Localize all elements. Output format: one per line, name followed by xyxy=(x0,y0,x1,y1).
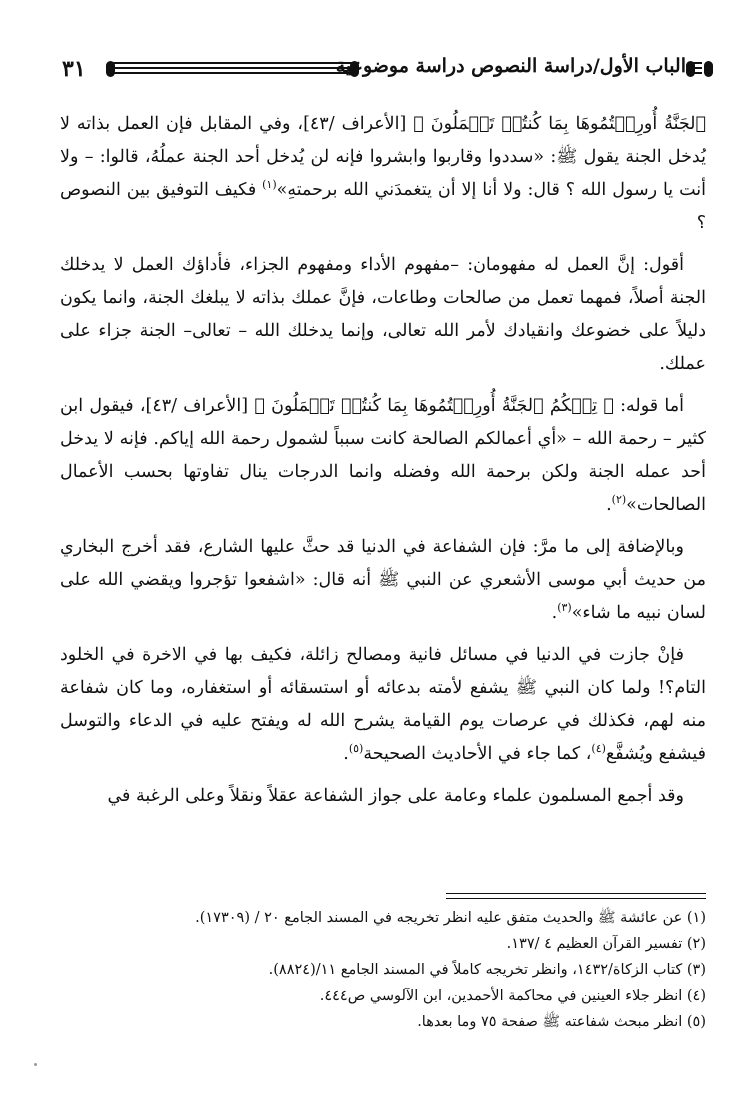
paragraph-1-tail: فكيف التوفيق بين النصوص ؟ xyxy=(60,180,706,233)
paragraph-3 xyxy=(60,390,706,522)
header-ornament-right xyxy=(704,61,713,77)
footnotes xyxy=(120,905,706,1035)
header-rule-right xyxy=(690,62,702,76)
body-text xyxy=(60,108,706,822)
paragraph-6: وقد أجمع المسلمون علماء وعامة على جواز الشفاعة عقلاً ونقلاً وعلى الرغبة في xyxy=(107,786,684,806)
paragraph-4 xyxy=(60,531,706,630)
paragraph-5-mid: ، كما جاء في الأحاديث الصحيحة xyxy=(363,744,592,764)
paragraph-3-text: أما قوله: ﴿ تِلۡكُمُ ﭐﻟﺠَﻨَّﺔُ أُورِثۡتُمُوهَا بِمَا كُنتُمۡ تَعۡمَلُونَ ﴾ [الأعراف /٤٣]، فيقول ابن كثير – رحمة الله – «أي أعمالكم الصالحة كانت سبباً لشمول رحمة الله إياكم. فإنه لا يدخل أحد عمله الجنة ولكن برحمة الله وفضله وانما الدرجات ينال تفاوتها بحسب الأعمال الصالحات» xyxy=(60,396,706,515)
scan-speck xyxy=(34,1063,37,1066)
chapter-title: الباب الأول/دراسة النصوص دراسة موضوعية xyxy=(335,55,686,77)
paragraph-5-text: فإنْ جازت في الدنيا في مسائل فانية ومصالح زائلة، فكيف بها في الاخرة في الخلود التام؟! ولما كان النبي ﷺ يشفع لأمته بدعائه أو استسقائه أو استغفاره، وما كان شفاعة منه لهم، فكذلك في عرصات يوم القيامة يشرح الله له ويفتح عليه في الدعاء والتوسل فيشفع ويُشفَّع xyxy=(60,645,706,764)
footnote-2: (٢) تفسير القرآن العظيم ٤ /١٣٧. xyxy=(506,936,706,952)
paragraph-5 xyxy=(60,639,706,771)
paragraph-1 xyxy=(60,108,706,240)
header-rule-left xyxy=(112,62,354,76)
paragraph-4-tail: . xyxy=(551,603,558,623)
footnote-separator-2 xyxy=(446,898,706,899)
paragraph-4-text: وبالإضافة إلى ما مرَّ: فإن الشفاعة في الدنيا قد حثَّ عليها الشارع، فقد أخرج البخاري من حديث أبي موسى الأشعري عن النبي ﷺ أنه قال: «اشفعوا تؤجروا ويقضي الله على لسان نبيه ما شاء» xyxy=(60,537,706,623)
footnote-ref-3: (٣) xyxy=(557,601,572,615)
paragraph-2: أقول: إنَّ العمل له مفهومان: –مفهوم الأداء ومفهوم الجزاء، فأداؤك العمل لا يدخلك الجنة أصلاً، فمهما تعمل من صالحات وطاعات، فإنَّ عملك بذاته لا يبلغك الجنة، وانما يكون دليلاً على خضوعك وانقيادك لأمر الله تعالى، وإنما يدخلك الله – تعالى– الجنة جزاء على عملك. xyxy=(60,255,706,374)
footnote-4: (٤) انظر جلاء العينين في محاكمة الأحمدين، ابن الآلوسي ص٤٤٤. xyxy=(319,988,706,1004)
running-header xyxy=(56,52,708,92)
paragraph-1-text: ﭐﻟﺠَﻨَّﺔُ أُورِثۡتُمُوهَا بِمَا كُنتُمۡ تَعۡمَلُونَ ﴾ [الأعراف /٤٣]، وفي المقابل فإن العمل بذاته لا يُدخل الجنة يقول ﷺ: «سددوا وقاربوا وابشروا فإنه لن يُدخل أحد الجنة عملُهُ، قالوا: – ولا أنت يا رسول الله ؟ قال: ولا أنا إلا أن يتغمدَني الله برحمتهِ» xyxy=(60,114,706,200)
footnote-separator xyxy=(446,893,706,894)
paragraph-3-tail: . xyxy=(606,495,612,515)
footnote-ref-4: (٤) xyxy=(591,742,606,756)
footnote-1: (١) عن عائشة ﷺ والحديث متفق عليه انظر تخريجه في المسند الجامع ٢٠ / (١٧٣٠٩). xyxy=(195,910,706,926)
paragraph-5-tail: . xyxy=(343,744,349,764)
footnote-ref-1: (١) xyxy=(262,178,277,192)
footnote-5: (٥) انظر مبحث شفاعته ﷺ صفحة ٧٥ وما بعدها. xyxy=(417,1014,706,1030)
page-number: ٣١ xyxy=(62,56,86,82)
footnote-3: (٣) كتاب الزكاة/١٤٣٢، وانظر تخريجه كاملاً في المسند الجامع ١١/(٨٨٢٤). xyxy=(268,962,706,978)
footnote-ref-5: (٥) xyxy=(348,742,364,756)
footnote-ref-2: (٢) xyxy=(611,493,627,507)
